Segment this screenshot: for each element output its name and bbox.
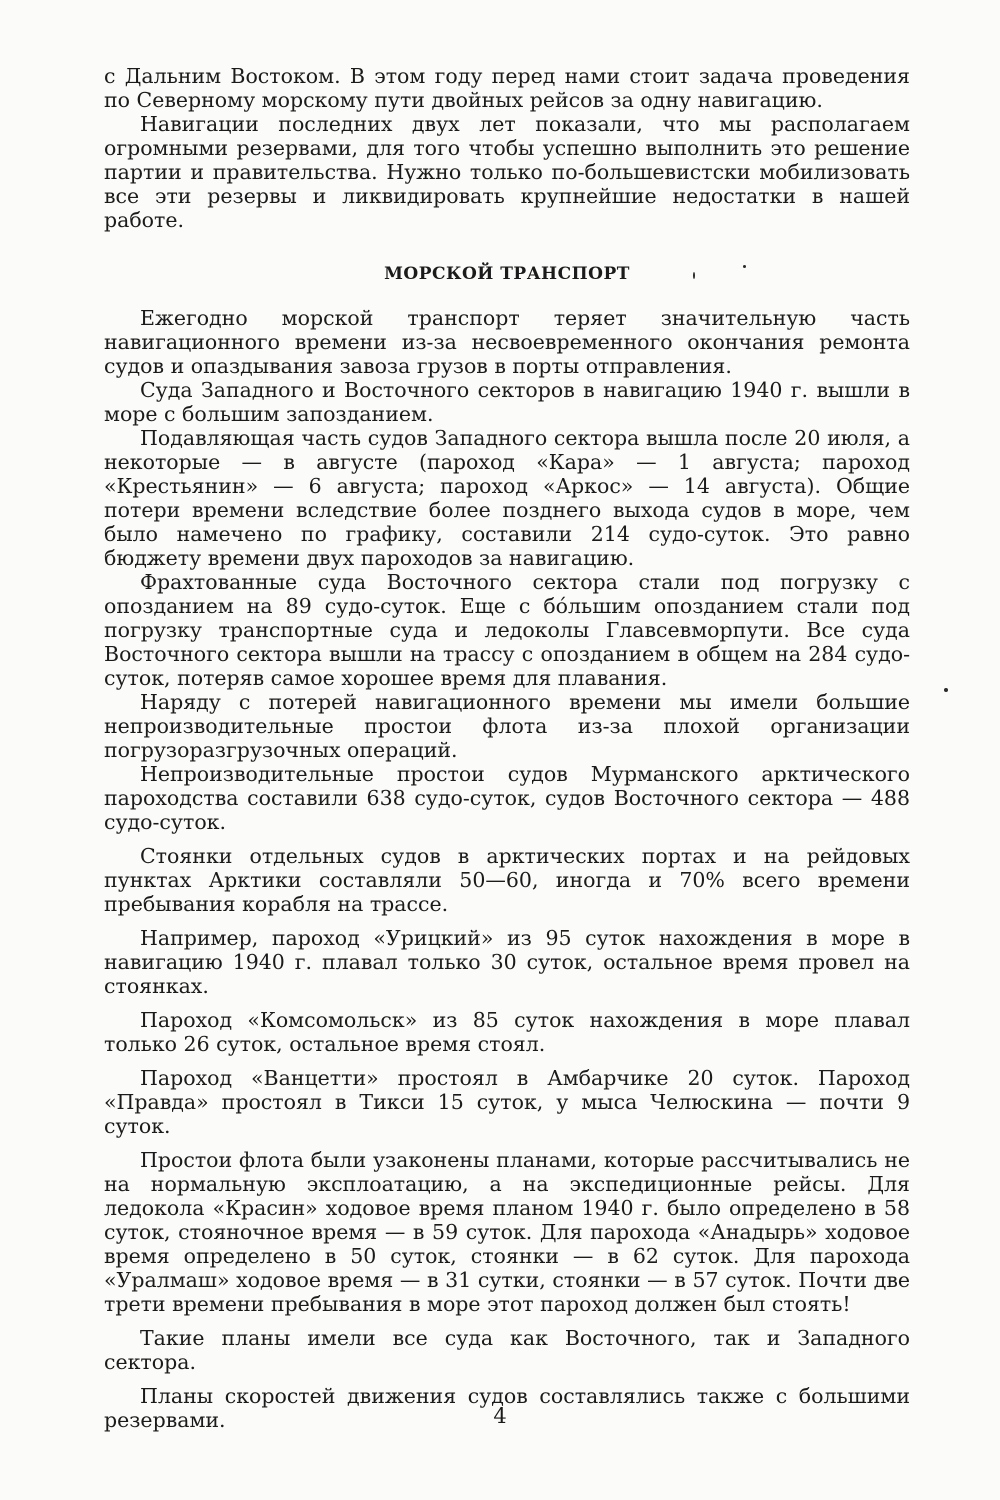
page-number: 4 [493, 1404, 507, 1428]
body-paragraph: Пароход «Ванцетти» простоял в Амбарчике 20 суток. Пароход «Правда» простоял в Тикси 15 суток, у мыса Челюскина — почти 9 суток. [104, 1066, 910, 1138]
text-column [104, 64, 910, 1432]
body-paragraph: Суда Западного и Восточного секторов в навигацию 1940 г. вышли в море с большим запозданием. [104, 378, 910, 426]
body-paragraph: Наряду с потерей навигационного времени мы имели большие непроизводительные простои флота из-за плохой организации погрузоразгрузочных операций. [104, 690, 910, 762]
intro-paragraph: Навигации последних двух лет показали, что мы располагаем огромными резервами, для того чтобы успешно выполнить это решение партии и правительства. Нужно только по-большевистски мобилизовать все эти резервы и ликвидировать крупнейшие недостатки в нашей работе. [104, 112, 910, 232]
body-paragraph: Подавляющая часть судов Западного сектора вышла после 20 июля, а некоторые — в августе (пароход «Кара» — 1 августа; пароход «Крестьянин» — 6 августа; пароход «Аркос» — 14 августа). Общие потери времени вследствие более позднего выхода судов в море, чем было намечено по графику, составили 214 судо-суток. Это равно бюджету времени двух пароходов за навигацию. [104, 426, 910, 570]
body-paragraph: Стоянки отдельных судов в арктических портах и на рейдовых пунктах Арктики составляли 50—60, иногда и 70% всего времени пребывания корабля на трассе. [104, 844, 910, 916]
print-speck [743, 265, 746, 268]
body-paragraph: Простои флота были узаконены планами, которые рассчитывались не на нормальную эксплоатацию, а на экспедиционные рейсы. Для ледокола «Красин» ходовое время планом 1940 г. было определено в 58 суток, стояночное время — в 59 суток. Для парохода «Анадырь» ходовое время определено в 50 суток, стоянки — в 62 суток. Для парохода «Уралмаш» ходовое время — в 31 сутки, стоянки — в 57 суток. Почти две трети времени пребывания в море этот пароход должен был стоять! [104, 1148, 910, 1316]
body-paragraph: Фрахтованные суда Восточного сектора стали под погрузку с опозданием на 89 судо-суток. Еще с бо́льшим опозданием стали под погрузку транспортные суда и ледоколы Главсевморпути. Все суда Восточного сектора вышли на трассу с опозданием в общем на 284 судо-суток, потеряв самое хорошее время для плавания. [104, 570, 910, 690]
print-speck [944, 688, 948, 692]
body-paragraph: Например, пароход «Урицкий» из 95 суток нахождения в море в навигацию 1940 г. плавал только 30 суток, остальное время провел на стоянках. [104, 926, 910, 998]
section-heading: МОРСКОЙ ТРАНСПОРТ [384, 264, 630, 284]
body-paragraph: Планы скоростей движения судов составлялись также с большими резервами. [104, 1384, 910, 1432]
body-paragraph: Пароход «Комсомольск» из 85 суток нахождения в море плавал только 26 суток, остальное время стоял. [104, 1008, 910, 1056]
body-paragraph: Такие планы имели все суда как Восточного, так и Западного сектора. [104, 1326, 910, 1374]
intro-paragraph: с Дальним Востоком. В этом году перед нами стоит задача проведения по Северному морскому пути двойных рейсов за одну навигацию. [104, 64, 910, 112]
body-paragraph: Ежегодно морской транспорт теряет значительную часть навигационного времени из-за несвоевременного окончания ремонта судов и опаздывания завоза грузов в порты отправления. [104, 306, 910, 378]
body-paragraph: Непроизводительные простои судов Мурманского арктического пароходства составили 638 судо-суток, судов Восточного сектора — 488 судо-суток. [104, 762, 910, 834]
print-speck [693, 272, 695, 279]
